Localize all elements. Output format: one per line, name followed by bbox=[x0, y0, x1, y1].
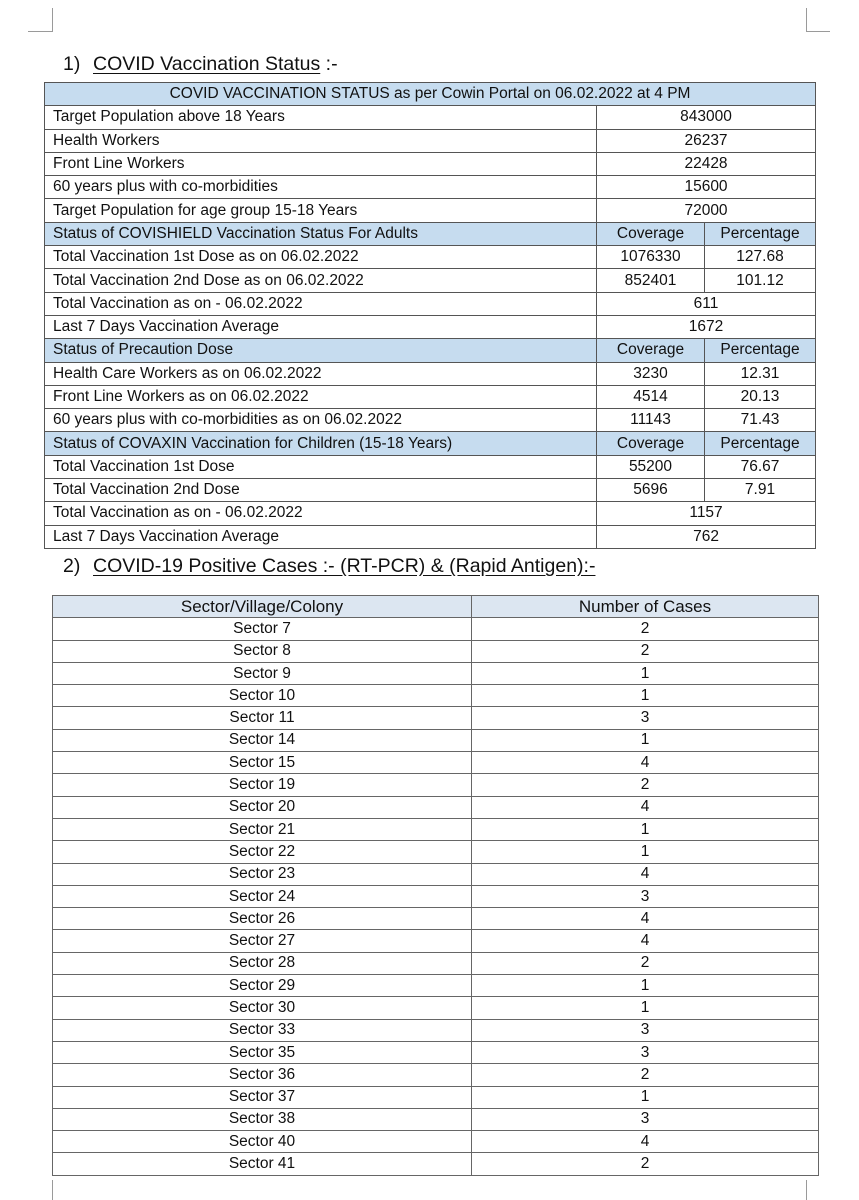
vaccination-row-label: Total Vaccination as on - 06.02.2022 bbox=[45, 502, 597, 525]
cases-row bbox=[53, 752, 819, 774]
cases-row bbox=[53, 997, 819, 1019]
section-2-title: COVID-19 Positive Cases :- (RT-PCR) & (Rapid Antigen) bbox=[93, 555, 584, 577]
section-2-heading bbox=[63, 555, 595, 578]
cases-row bbox=[53, 841, 819, 863]
vaccination-row-label: Target Population above 18 Years bbox=[45, 106, 597, 129]
vaccination-section-header-row bbox=[45, 339, 816, 362]
vaccination-row-value: 26237 bbox=[597, 129, 816, 152]
vaccination-row-label: Total Vaccination 2nd Dose bbox=[45, 479, 597, 502]
section-1-title: COVID Vaccination Status bbox=[93, 53, 321, 75]
vaccination-section-header-row bbox=[45, 432, 816, 455]
cases-row bbox=[53, 863, 819, 885]
percentage-value: 71.43 bbox=[705, 409, 816, 432]
percentage-value: 127.68 bbox=[705, 246, 816, 269]
vaccination-row-label: Last 7 Days Vaccination Average bbox=[45, 525, 597, 548]
cases-row bbox=[53, 930, 819, 952]
percentage-value: 101.12 bbox=[705, 269, 816, 292]
vaccination-row-label: Front Line Workers bbox=[45, 152, 597, 175]
positive-cases-table bbox=[52, 595, 819, 1176]
case-count: 3 bbox=[472, 885, 819, 907]
vaccination-row-label: Status of COVAXIN Vaccination for Children (15-18 Years) bbox=[45, 432, 597, 455]
percentage-header: Percentage bbox=[705, 432, 816, 455]
vaccination-row bbox=[45, 129, 816, 152]
case-count: 1 bbox=[472, 818, 819, 840]
sector-name: Sector 27 bbox=[53, 930, 472, 952]
sector-name: Sector 37 bbox=[53, 1086, 472, 1108]
cases-row bbox=[53, 1064, 819, 1086]
cases-header-row bbox=[53, 596, 819, 618]
case-count: 4 bbox=[472, 796, 819, 818]
case-count: 4 bbox=[472, 752, 819, 774]
sector-name: Sector 15 bbox=[53, 752, 472, 774]
vaccination-row bbox=[45, 455, 816, 478]
cases-row bbox=[53, 952, 819, 974]
case-count: 1 bbox=[472, 1086, 819, 1108]
section-1-number: 1) bbox=[63, 53, 81, 75]
sector-name: Sector 19 bbox=[53, 774, 472, 796]
vaccination-row-label: Total Vaccination 2nd Dose as on 06.02.2022 bbox=[45, 269, 597, 292]
case-count: 1 bbox=[472, 685, 819, 707]
coverage-value: 11143 bbox=[597, 409, 705, 432]
vaccination-row bbox=[45, 409, 816, 432]
cases-row bbox=[53, 707, 819, 729]
vaccination-row bbox=[45, 479, 816, 502]
case-count: 2 bbox=[472, 774, 819, 796]
coverage-value: 852401 bbox=[597, 269, 705, 292]
sector-name: Sector 10 bbox=[53, 685, 472, 707]
cases-row bbox=[53, 662, 819, 684]
vaccination-row bbox=[45, 269, 816, 292]
sector-name: Sector 36 bbox=[53, 1064, 472, 1086]
case-count: 1 bbox=[472, 997, 819, 1019]
sector-name: Sector 23 bbox=[53, 863, 472, 885]
coverage-header: Coverage bbox=[597, 432, 705, 455]
vaccination-title-row bbox=[45, 83, 816, 106]
sector-name: Sector 9 bbox=[53, 662, 472, 684]
case-count: 2 bbox=[472, 1064, 819, 1086]
case-count: 3 bbox=[472, 1019, 819, 1041]
coverage-value: 1076330 bbox=[597, 246, 705, 269]
case-count: 1 bbox=[472, 662, 819, 684]
vaccination-row-label: Status of COVISHIELD Vaccination Status For Adults bbox=[45, 222, 597, 245]
case-count: 3 bbox=[472, 1041, 819, 1063]
cases-header-sector: Sector/Village/Colony bbox=[53, 596, 472, 618]
crop-mark-bottom-left-v bbox=[52, 1180, 53, 1200]
vaccination-row-label: 60 years plus with co-morbidities as on 06.02.2022 bbox=[45, 409, 597, 432]
case-count: 3 bbox=[472, 1108, 819, 1130]
percentage-header: Percentage bbox=[705, 339, 816, 362]
cases-row bbox=[53, 640, 819, 662]
percentage-value: 7.91 bbox=[705, 479, 816, 502]
sector-name: Sector 41 bbox=[53, 1153, 472, 1175]
sector-name: Sector 28 bbox=[53, 952, 472, 974]
cases-row bbox=[53, 774, 819, 796]
sector-name: Sector 35 bbox=[53, 1041, 472, 1063]
cases-row bbox=[53, 818, 819, 840]
vaccination-row bbox=[45, 152, 816, 175]
coverage-value: 5696 bbox=[597, 479, 705, 502]
coverage-value: 4514 bbox=[597, 385, 705, 408]
sector-name: Sector 29 bbox=[53, 975, 472, 997]
vaccination-row bbox=[45, 385, 816, 408]
vaccination-row-value: 1672 bbox=[597, 315, 816, 338]
vaccination-row bbox=[45, 362, 816, 385]
vaccination-row-label: Status of Precaution Dose bbox=[45, 339, 597, 362]
cases-row bbox=[53, 908, 819, 930]
vaccination-row-label: Total Vaccination 1st Dose bbox=[45, 455, 597, 478]
case-count: 2 bbox=[472, 1153, 819, 1175]
cases-row bbox=[53, 885, 819, 907]
section-2-suffix: :- bbox=[583, 555, 596, 577]
crop-mark-top-left-v bbox=[52, 8, 53, 32]
cases-row bbox=[53, 1153, 819, 1175]
crop-mark-bottom-right-v bbox=[806, 1180, 807, 1200]
percentage-value: 12.31 bbox=[705, 362, 816, 385]
cases-row bbox=[53, 1131, 819, 1153]
sector-name: Sector 20 bbox=[53, 796, 472, 818]
section-2-number: 2) bbox=[63, 555, 81, 577]
cases-row bbox=[53, 796, 819, 818]
vaccination-row bbox=[45, 525, 816, 548]
vaccination-row-label: Last 7 Days Vaccination Average bbox=[45, 315, 597, 338]
crop-mark-top-right-h bbox=[806, 31, 830, 32]
vaccination-row-label: Total Vaccination as on - 06.02.2022 bbox=[45, 292, 597, 315]
vaccination-section-header-row bbox=[45, 222, 816, 245]
case-count: 1 bbox=[472, 975, 819, 997]
vaccination-row-value: 1157 bbox=[597, 502, 816, 525]
vaccination-row bbox=[45, 176, 816, 199]
vaccination-row bbox=[45, 315, 816, 338]
vaccination-row-label: Target Population for age group 15-18 Years bbox=[45, 199, 597, 222]
case-count: 3 bbox=[472, 707, 819, 729]
vaccination-row-label: Health Care Workers as on 06.02.2022 bbox=[45, 362, 597, 385]
crop-mark-top-left-h bbox=[28, 31, 52, 32]
sector-name: Sector 21 bbox=[53, 818, 472, 840]
coverage-value: 3230 bbox=[597, 362, 705, 385]
vaccination-row-label: Health Workers bbox=[45, 129, 597, 152]
cases-row bbox=[53, 1041, 819, 1063]
vaccination-row-value: 15600 bbox=[597, 176, 816, 199]
section-1-suffix: :- bbox=[320, 53, 338, 75]
sector-name: Sector 38 bbox=[53, 1108, 472, 1130]
case-count: 2 bbox=[472, 618, 819, 640]
cases-row bbox=[53, 1086, 819, 1108]
crop-mark-top-right-v bbox=[806, 8, 807, 32]
vaccination-row bbox=[45, 106, 816, 129]
percentage-header: Percentage bbox=[705, 222, 816, 245]
sector-name: Sector 22 bbox=[53, 841, 472, 863]
vaccination-row bbox=[45, 246, 816, 269]
vaccination-row-value: 762 bbox=[597, 525, 816, 548]
vaccination-row bbox=[45, 199, 816, 222]
coverage-header: Coverage bbox=[597, 339, 705, 362]
sector-name: Sector 33 bbox=[53, 1019, 472, 1041]
case-count: 1 bbox=[472, 841, 819, 863]
percentage-value: 20.13 bbox=[705, 385, 816, 408]
case-count: 4 bbox=[472, 908, 819, 930]
sector-name: Sector 14 bbox=[53, 729, 472, 751]
vaccination-status-table bbox=[44, 82, 816, 549]
sector-name: Sector 8 bbox=[53, 640, 472, 662]
vaccination-row bbox=[45, 502, 816, 525]
case-count: 2 bbox=[472, 952, 819, 974]
case-count: 4 bbox=[472, 1131, 819, 1153]
cases-row bbox=[53, 1108, 819, 1130]
cases-row bbox=[53, 975, 819, 997]
vaccination-row-value: 843000 bbox=[597, 106, 816, 129]
cases-row bbox=[53, 618, 819, 640]
case-count: 4 bbox=[472, 863, 819, 885]
vaccination-row-value: 611 bbox=[597, 292, 816, 315]
cases-row bbox=[53, 729, 819, 751]
sector-name: Sector 11 bbox=[53, 707, 472, 729]
sector-name: Sector 26 bbox=[53, 908, 472, 930]
vaccination-row-label: Front Line Workers as on 06.02.2022 bbox=[45, 385, 597, 408]
case-count: 4 bbox=[472, 930, 819, 952]
vaccination-row-value: 72000 bbox=[597, 199, 816, 222]
section-1-heading bbox=[63, 53, 338, 76]
coverage-header: Coverage bbox=[597, 222, 705, 245]
percentage-value: 76.67 bbox=[705, 455, 816, 478]
cases-row bbox=[53, 685, 819, 707]
vaccination-row-label: Total Vaccination 1st Dose as on 06.02.2022 bbox=[45, 246, 597, 269]
cases-header-count: Number of Cases bbox=[472, 596, 819, 618]
vaccination-row-label: 60 years plus with co-morbidities bbox=[45, 176, 597, 199]
vaccination-table-title: COVID VACCINATION STATUS as per Cowin Portal on 06.02.2022 at 4 PM bbox=[45, 83, 816, 106]
sector-name: Sector 30 bbox=[53, 997, 472, 1019]
cases-row bbox=[53, 1019, 819, 1041]
sector-name: Sector 40 bbox=[53, 1131, 472, 1153]
coverage-value: 55200 bbox=[597, 455, 705, 478]
case-count: 1 bbox=[472, 729, 819, 751]
sector-name: Sector 24 bbox=[53, 885, 472, 907]
vaccination-row-value: 22428 bbox=[597, 152, 816, 175]
sector-name: Sector 7 bbox=[53, 618, 472, 640]
case-count: 2 bbox=[472, 640, 819, 662]
vaccination-row bbox=[45, 292, 816, 315]
